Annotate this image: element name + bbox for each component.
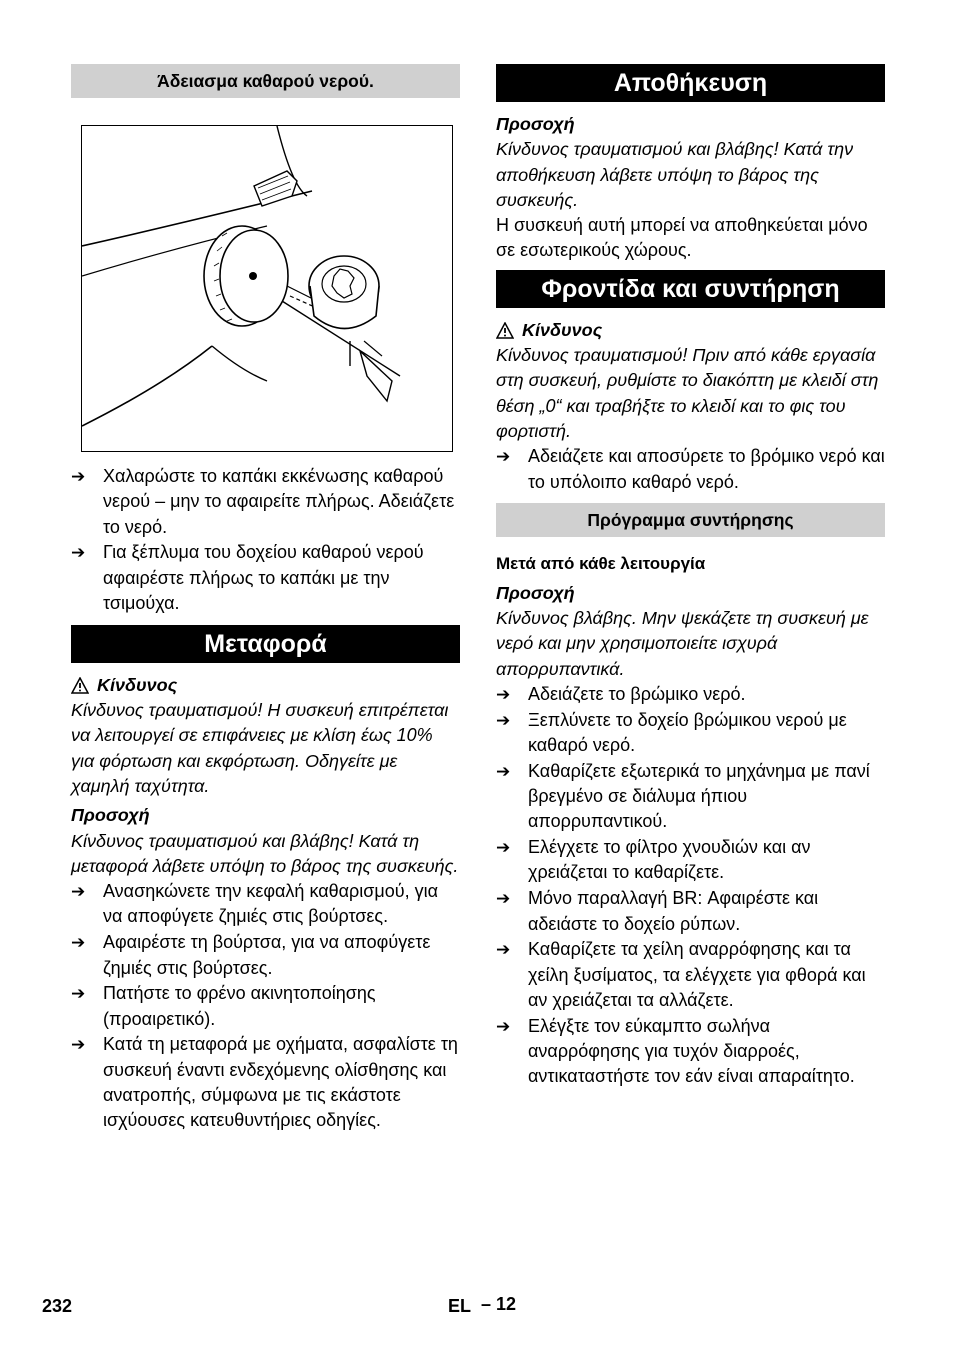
caution-label: Προσοχή: [496, 582, 575, 603]
danger-notice: Κίνδυνος: [496, 318, 885, 343]
section-heading-storage: Αποθήκευση: [496, 64, 885, 102]
arrow-right-icon: ➔: [71, 933, 86, 953]
right-column: [496, 64, 885, 1090]
list-item: ➔ Ξεπλύνετε το δοχείο βρώμικου νερού με καθαρό νερό.: [496, 708, 885, 759]
list-item: ➔ Κατά τη μεταφορά με οχήματα, ασφαλίστε τη συσκευή έναντι ενδεχόμενης ολίσθησης και ανατροπής, σύμφωνα με τις εκάστοτε ισχύουσες κατευθυντήριες οδηγίες.: [71, 1032, 460, 1133]
arrow-right-icon: ➔: [496, 838, 511, 858]
section-heading-transport: Μεταφορά: [71, 625, 460, 663]
list-item: ➔ Πατήστε το φρένο ακινητοποίησης (προαιρετικό).: [71, 981, 460, 1032]
caution-label: Προσοχή: [496, 114, 575, 134]
list-item: ➔ Ελέγχετε το φίλτρο χνουδιών και αν χρειάζεται το καθαρίζετε.: [496, 835, 885, 886]
arrow-right-icon: ➔: [496, 684, 511, 704]
arrow-right-icon: ➔: [496, 761, 511, 781]
list-item: ➔ Μόνο παραλλαγή BR: Αφαιρέστε και αδειάστε το δοχείο ρύπων.: [496, 886, 885, 937]
list-item: ➔ Καθαρίζετε εξωτερικά το μηχάνημα με πανί βρεγμένο σε διάλυμα ήπιου απορρυπαντικού.: [496, 759, 885, 835]
arrow-right-icon: ➔: [496, 940, 511, 960]
arrow-right-icon: ➔: [71, 984, 86, 1004]
caution-text: Κίνδυνος τραυματισμού και βλάβης! Κατά την αποθήκευση λάβετε υπόψη το βάρος της συσκευής.: [496, 139, 854, 210]
drain-cap-illustration: [81, 125, 453, 452]
left-column: [71, 64, 460, 1134]
arrow-right-icon: ➔: [496, 447, 511, 467]
caution-label: Προσοχή: [71, 805, 150, 826]
list-item: ➔ Ανασηκώνετε την κεφαλή καθαρισμού, για να αποφύγετε ζημιές στις βούρτσες.: [71, 879, 460, 930]
danger-text: Κίνδυνος τραυματισμού! Πριν από κάθε εργασία στη συσκευή, ρυθμίστε το διακόπτη με κλειδί στη θέση „0“ και τραβήξτε το κλειδί και το φις του φορτιστή.: [496, 345, 879, 441]
list-item: ➔ Για ξέπλυμα του δοχείου καθαρού νερού αφαιρέστε πλήρως το καπάκι με την τσιμούχα.: [71, 540, 460, 616]
danger-notice: Κίνδυνος: [71, 673, 460, 698]
arrow-right-icon: ➔: [71, 467, 86, 486]
arrow-right-icon: ➔: [71, 882, 86, 902]
language-code: EL: [448, 1296, 472, 1316]
arrow-right-icon: ➔: [496, 889, 511, 909]
section-heading-empty-fresh-water: Άδειασμα καθαρού νερού.: [71, 64, 460, 98]
warning-triangle-icon: [496, 322, 514, 339]
after-each-operation-label: Μετά από κάθε λειτουργία: [496, 554, 706, 574]
caution-text: Κίνδυνος βλάβης. Μην ψεκάζετε τη συσκευή με νερό και μην χρησιμοποιείτε ισχυρά απορρυπαντικά.: [496, 607, 869, 679]
arrow-right-icon: ➔: [71, 543, 86, 563]
arrow-right-icon: ➔: [496, 1016, 511, 1036]
arrow-right-icon: ➔: [71, 1035, 86, 1055]
warning-triangle-icon: [71, 677, 89, 694]
caution-text: Κίνδυνος τραυματισμού και βλάβης! Κατά τη μεταφορά λάβετε υπόψη το βάρος της συσκευής.: [71, 830, 459, 876]
section-page-number: – 12: [481, 1294, 517, 1314]
page-number: 232: [42, 1296, 73, 1316]
list-item: ➔ Χαλαρώστε το καπάκι εκκένωσης καθαρού νερού – μην το αφαιρείτε πλήρως. Αδειάζετε το νερό.: [71, 464, 460, 540]
list-item: ➔ Αδειάζετε και αποσύρετε το βρόμικο νερό και το υπόλοιπο καθαρό νερό.: [496, 444, 885, 495]
section-heading-maintenance-schedule: Πρόγραμμα συντήρησης: [496, 503, 885, 537]
section-heading-care-maintenance: Φροντίδα και συντήρηση: [496, 270, 885, 308]
list-item: ➔ Ελέγξτε τον εύκαμπτο σωλήνα αναρρόφησης για τυχόν διαρροές, αντικαταστήστε τον εάν είναι απαραίτητο.: [496, 1014, 885, 1090]
list-item: ➔ Καθαρίζετε τα χείλη αναρρόφησης και τα χείλη ξυσίματος, τα ελέγχετε για φθορά και αν χρειάζεται τα αλλάζετε.: [496, 937, 885, 1013]
list-item: ➔ Αφαιρέστε τη βούρτσα, για να αποφύγετε ζημιές στις βούρτσες.: [71, 930, 460, 981]
list-item: ➔ Αδειάζετε το βρώμικο νερό.: [496, 682, 885, 707]
arrow-right-icon: ➔: [496, 710, 511, 730]
storage-text: Η συσκευή αυτή μπορεί να αποθηκεύεται μόνο σε εσωτερικούς χώρους.: [496, 215, 868, 261]
danger-text: Κίνδυνος τραυματισμού! Η συσκευή επιτρέπεται να λειτουργεί σε επιφάνειες με κλίση έως 10% για φόρτωση και εκφόρτωση. Οδηγείτε με χαμηλή ταχύτητα.: [71, 700, 449, 796]
